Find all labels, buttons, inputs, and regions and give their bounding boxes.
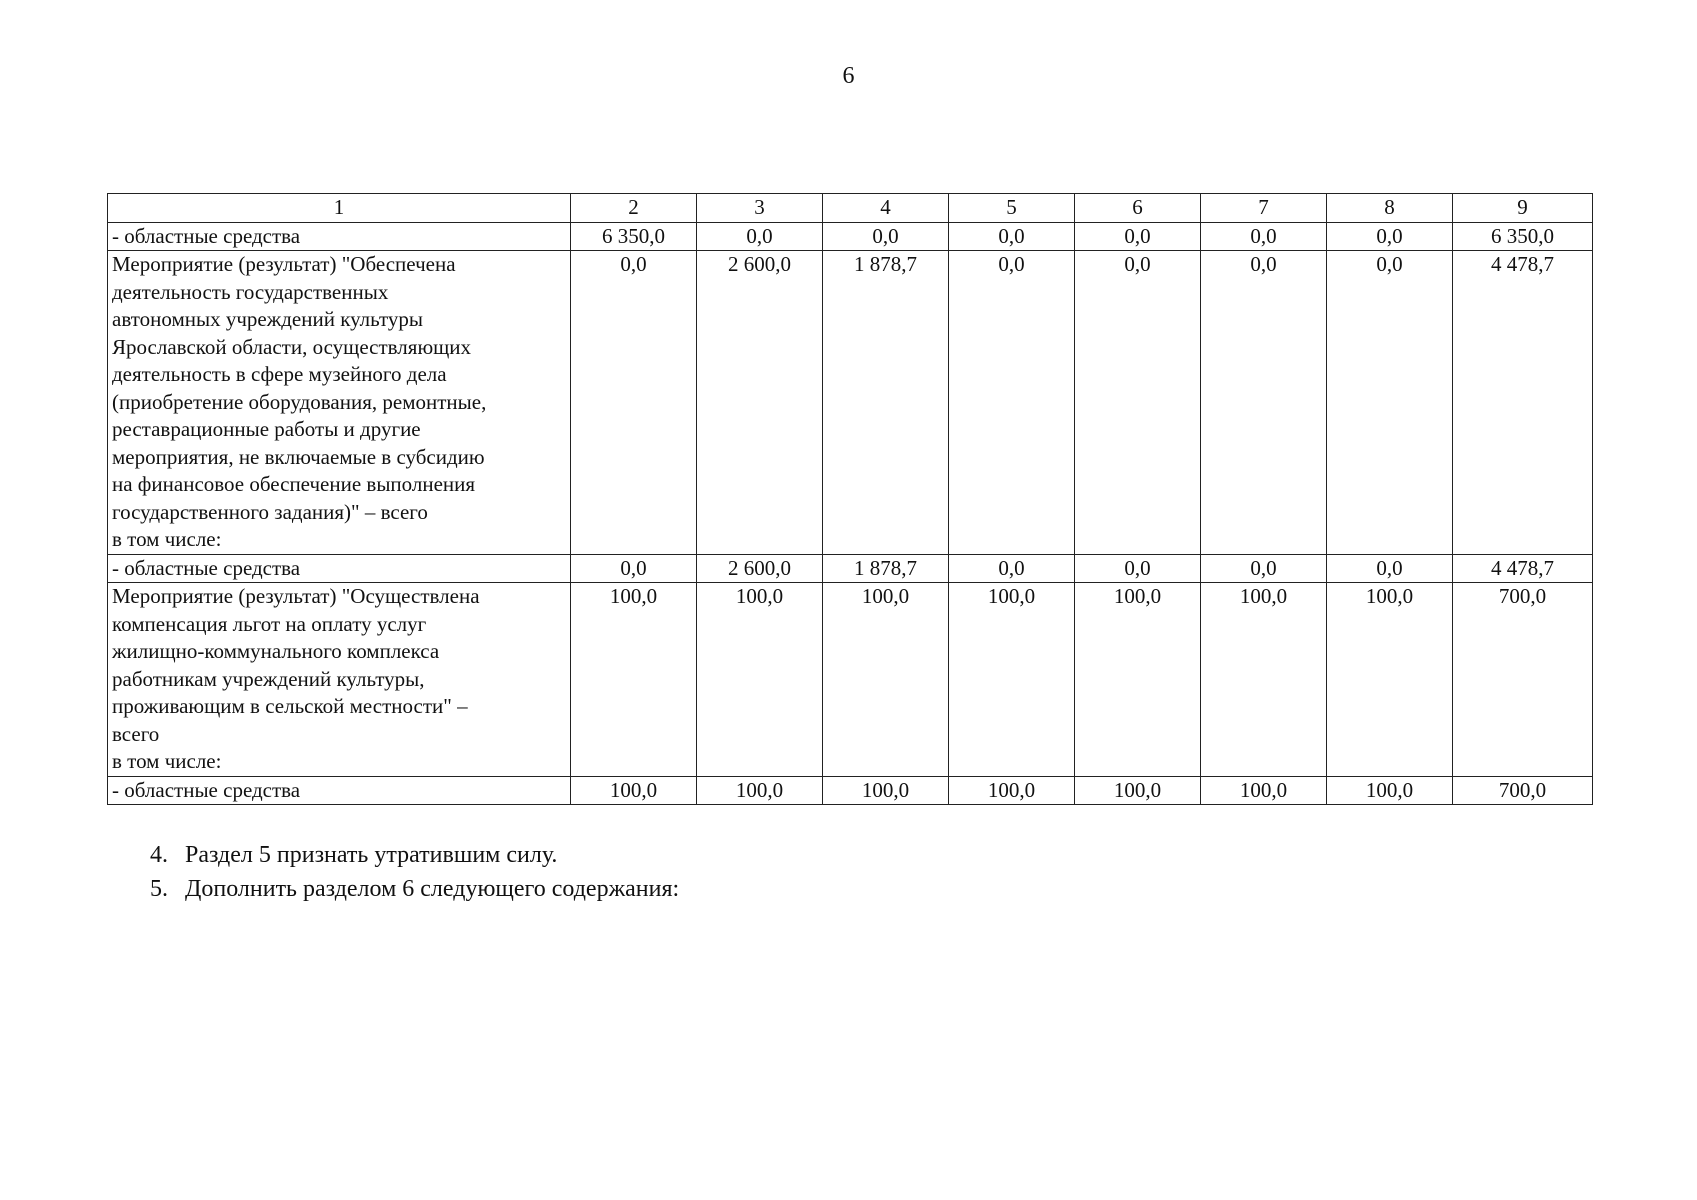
table-cell: 0,0	[571, 251, 697, 555]
table-cell: 0,0	[571, 554, 697, 583]
table-row	[108, 776, 1593, 805]
table-cell: 100,0	[823, 776, 949, 805]
column-header: 6	[1075, 194, 1201, 223]
page-number: 6	[842, 63, 855, 89]
table-cell: 2 600,0	[697, 554, 823, 583]
column-header: 4	[823, 194, 949, 223]
table-cell: 100,0	[571, 583, 697, 777]
row-label: - областные средства	[108, 554, 571, 583]
table-cell: 100,0	[1201, 583, 1327, 777]
table-cell: 1 878,7	[823, 554, 949, 583]
table-row	[108, 251, 1593, 555]
column-header: 5	[949, 194, 1075, 223]
table-cell: 0,0	[1075, 554, 1201, 583]
column-header: 3	[697, 194, 823, 223]
item-number: 5.	[150, 876, 168, 902]
table-cell: 100,0	[697, 583, 823, 777]
column-header: 9	[1453, 194, 1593, 223]
table-cell-total: 700,0	[1453, 776, 1593, 805]
table-cell: 0,0	[1201, 222, 1327, 251]
table-cell: 0,0	[1201, 251, 1327, 555]
table-cell: 6 350,0	[571, 222, 697, 251]
table-row	[108, 554, 1593, 583]
table-cell: 100,0	[1201, 776, 1327, 805]
table-cell: 100,0	[949, 583, 1075, 777]
table-cell-total: 4 478,7	[1453, 251, 1593, 555]
table-cell: 100,0	[1075, 776, 1201, 805]
table-cell: 0,0	[949, 222, 1075, 251]
table-cell: 0,0	[1327, 554, 1453, 583]
table-cell: 100,0	[697, 776, 823, 805]
table-cell: 0,0	[949, 251, 1075, 555]
table-cell-total: 4 478,7	[1453, 554, 1593, 583]
table-cell: 100,0	[823, 583, 949, 777]
row-label: Мероприятие (результат) "Осуществлена компенсация льгот на оплату услуг жилищно-коммунального комплекса работникам учреждений культуры, проживающим в сельской местности" – всего в том числе:	[108, 583, 571, 777]
row-label: - областные средства	[108, 222, 571, 251]
item-text: Раздел 5 признать утратившим силу.	[185, 842, 558, 868]
item-number: 4.	[150, 842, 168, 868]
item-text: Дополнить разделом 6 следующего содержания:	[185, 876, 680, 902]
table-cell: 0,0	[1075, 251, 1201, 555]
funding-table	[107, 193, 1593, 805]
list-item	[150, 872, 679, 906]
table-cell: 100,0	[1327, 583, 1453, 777]
table-cell: 0,0	[1327, 222, 1453, 251]
table-cell: 0,0	[949, 554, 1075, 583]
column-header: 2	[571, 194, 697, 223]
table-cell: 0,0	[1075, 222, 1201, 251]
numbered-items	[150, 838, 679, 906]
table-cell: 0,0	[823, 222, 949, 251]
table-cell: 2 600,0	[697, 251, 823, 555]
table-cell: 100,0	[571, 776, 697, 805]
table-cell: 0,0	[1201, 554, 1327, 583]
column-header: 7	[1201, 194, 1327, 223]
row-label: Мероприятие (результат) "Обеспечена деятельность государственных автономных учреждений культуры Ярославской области, осуществляющих деятельность в сфере музейного дела (приобретение оборудования, ремонтные, реставрационные работы и другие мероприятия, не включаемые в субсидию на финансовое обеспечение выполнения государственного задания)" – всего в том числе:	[108, 251, 571, 555]
row-label: - областные средства	[108, 776, 571, 805]
column-header: 1	[108, 194, 571, 223]
table-cell: 0,0	[697, 222, 823, 251]
list-item	[150, 838, 679, 872]
table-row	[108, 583, 1593, 777]
table-cell: 100,0	[1327, 776, 1453, 805]
table-cell-total: 700,0	[1453, 583, 1593, 777]
table-row	[108, 222, 1593, 251]
table-cell: 0,0	[1327, 251, 1453, 555]
table-header-row	[108, 194, 1593, 223]
table-cell: 1 878,7	[823, 251, 949, 555]
table-cell-total: 6 350,0	[1453, 222, 1593, 251]
column-header: 8	[1327, 194, 1453, 223]
table-cell: 100,0	[1075, 583, 1201, 777]
table-cell: 100,0	[949, 776, 1075, 805]
